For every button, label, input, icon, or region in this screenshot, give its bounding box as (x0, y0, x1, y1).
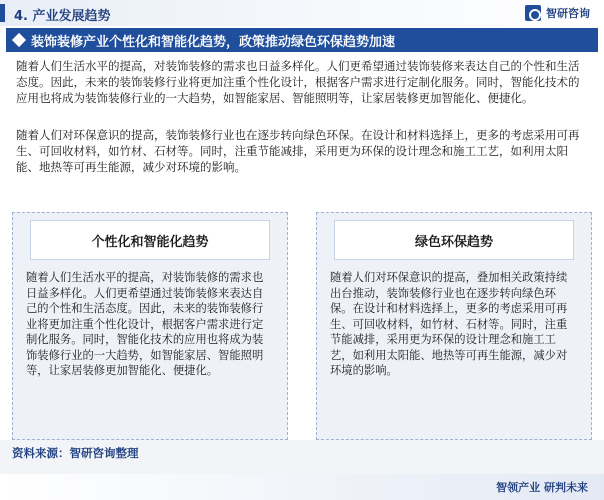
logo-text: 智研咨询 (546, 7, 590, 20)
section-title: 4. 产业发展趋势 (14, 9, 111, 24)
section-accent (0, 4, 5, 22)
intro-paragraph-personalization: 随着人们生活水平的提高，对装饰装修的需求也日益多样化。人们更希望通过装饰装修来表达自己的个性和生活态度。因此，未来的装饰装修行业将更加注重个性化设计，根据客户需求进行定制化服务。同时，智能化技术的应用也将成为装饰装修行业的一大趋势，如智能家居、智能照明等，让家居装修更加智能化、便捷化。 (16, 59, 580, 105)
panel-body-personalization: 随着人们生活水平的提高，对装饰装修的需求也日益多样化。人们更希望通过装饰装修来表达自己的个性和生活态度。因此，未来的装饰装修行业将更加注重个性化设计，根据客户需求进行定制化服务。同时，智能化技术的应用也将成为装饰装修行业的一大趋势，如智能家居、智能照明等，让家居装修更加智能化、便捷化。 (26, 271, 264, 377)
source-note: 资料来源：智研咨询整理 (12, 446, 139, 460)
page-heading: 装饰装修产业个性化和智能化趋势，政策推动绿色环保趋势加速 (31, 34, 396, 50)
panel-title-green: 绿色环保趋势 (334, 220, 574, 260)
diamond-icon (12, 33, 26, 47)
panel-body-green: 随着人们对环保意识的提高，叠加相关政策持续出台推动，装饰装修行业也在逐步转向绿色环保。在设计和材料选择上，更多的考虑采用可再生、可回收材料，如竹材、石材等。同时，注重节能减排，采用更为环保的设计理念和施工工艺，如利用太阳能、地热等可再生能源，减少对环境的影响。 (330, 271, 568, 377)
brand-logo (525, 5, 590, 21)
brand-slogan: 智领产业 研判未来 (496, 481, 588, 494)
heading-band (6, 28, 598, 52)
logo-icon (525, 5, 541, 21)
intro-paragraph-green: 随着人们对环保意识的提高，装饰装修行业也在逐步转向绿色环保。在设计和材料选择上，更多的考虑采用可再生、可回收材料，如竹材、石材等。同时，注重节能减排，采用更为环保的设计理念和施工工艺，如利用太阳能、地热等可再生能源，减少对环境的影响。 (16, 128, 580, 174)
panel-title-personalization: 个性化和智能化趋势 (30, 220, 270, 260)
